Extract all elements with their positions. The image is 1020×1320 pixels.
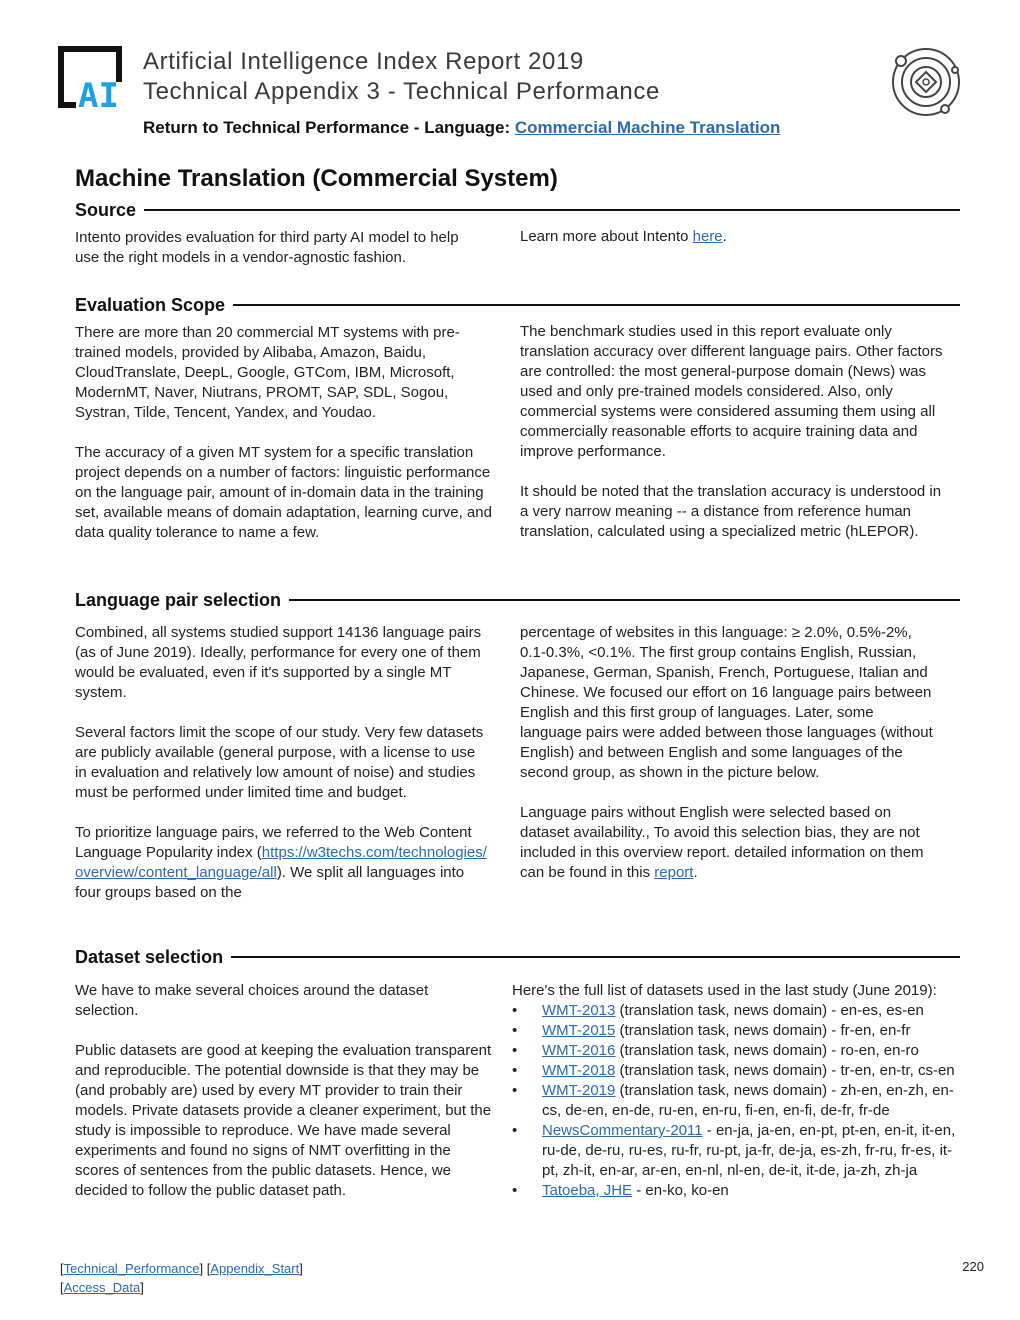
bullet: • xyxy=(512,1182,518,1199)
appendix-start-link[interactable]: Appendix_Start xyxy=(210,1261,300,1276)
source-right xyxy=(520,227,950,247)
dataset-label: Dataset selection xyxy=(75,946,224,967)
dataset-desc: (translation task, news domain) - ro-en, en-ro xyxy=(615,1042,919,1059)
dataset-link-tatoeba-jhe[interactable]: Tatoeba, JHE xyxy=(542,1182,633,1199)
source-heading xyxy=(75,198,960,222)
emblem-icon xyxy=(888,44,962,118)
section-rule xyxy=(144,209,960,211)
bullet: • xyxy=(512,1122,518,1139)
dataset-desc: - en-ko, ko-en xyxy=(632,1182,729,1199)
list-item xyxy=(512,1121,957,1181)
ai-index-logo xyxy=(58,46,130,110)
report-prefix: Language pairs without English were selected based on dataset availability., To avoid this selection bias, they are not included in this overview report. detailed information on them can be found in this xyxy=(520,804,924,881)
return-line xyxy=(143,118,780,138)
technical-performance-link[interactable]: Technical_Performance xyxy=(63,1261,200,1276)
list-item xyxy=(512,1181,957,1201)
pairs-without-english-paragraph xyxy=(520,803,938,883)
language-pair-label: Language pair selection xyxy=(75,589,282,610)
dataset-left xyxy=(75,981,493,1201)
report-title: Artificial Intelligence Index Report 2019 xyxy=(143,48,584,75)
list-item xyxy=(512,1021,957,1041)
prioritize-paragraph xyxy=(75,823,490,903)
intento-line xyxy=(520,227,950,247)
page-title: Machine Translation (Commercial System) xyxy=(75,165,558,192)
accuracy-note-paragraph: It should be noted that the translation accuracy is understood in a very narrow meaning -- a distance from reference human translation, calculated using a specialized metric (hLEPOR). xyxy=(520,483,942,540)
prioritize-suffix: ). We split all languages into four groups based on the xyxy=(75,864,465,901)
accuracy-factors-paragraph: The accuracy of a given MT system for a specific translation project depends on a number of factors: linguistic performance on the language pair, amount of in-domain data in the training set, available means of domain adaptation, learning curve, and data quality tolerance to name a few. xyxy=(75,444,492,541)
dataset-desc: - en-ja, ja-en, en-pt, pt-en, en-it, it-en, ru-de, de-ru, ru-es, ru-fr, ru-pt, ja-fr, de-ja, es-zh, fr-ru, fr-es, it-pt, zh-it, en-ar, ar-en, en-nl, nl-en, de-it, it-de, ja-zh, zh-ja xyxy=(542,1122,956,1179)
limiting-factors-paragraph: Several factors limit the scope of our study. Very few datasets are publicly available (general purpose, with a license to use in evaluation and relatively low amount of noise) and studies must be performed under limited time and budget. xyxy=(75,724,484,801)
w3techs-link[interactable]: https://w3techs.com/technologies/overview/content_language/all xyxy=(75,844,487,881)
dataset-link-wmt-2018[interactable]: WMT-2018 xyxy=(542,1062,616,1079)
dataset-desc: (translation task, news domain) - zh-en, en-zh, en-cs, de-en, en-de, ru-en, en-ru, fi-en, en-fi, de-fr, fr-de xyxy=(542,1082,954,1119)
dataset-list-intro: Here's the full list of datasets used in the last study (June 2019): xyxy=(512,982,937,999)
language-pair-right xyxy=(520,623,938,883)
appendix-title: Technical Appendix 3 - Technical Performance xyxy=(143,78,660,105)
evaluation-scope-label: Evaluation Scope xyxy=(75,294,226,315)
logo-text: AI xyxy=(78,76,119,110)
dataset-choices-paragraph: We have to make several choices around the dataset selection. xyxy=(75,982,429,1019)
dataset-desc: (translation task, news domain) - en-es, es-en xyxy=(615,1002,924,1019)
footer-line-2: [Access_Data] xyxy=(60,1280,144,1295)
dataset-right xyxy=(512,981,957,1201)
list-item xyxy=(512,1001,957,1021)
dataset-desc: (translation task, news domain) - fr-en, en-fr xyxy=(615,1022,911,1039)
bullet: • xyxy=(512,1062,518,1079)
section-rule xyxy=(231,956,960,958)
public-datasets-paragraph: Public datasets are good at keeping the evaluation transparent and reproducible. The potential downside is that they may be (and probably are) used by every MT provider to train their models. Private datasets provide a cleaner experiment, but the study is impossible to reproduce. We have made several experiments and found no signs of NMT overfitting in the scores of sentences from the public datasets. Hence, we decided to follow the public dataset path. xyxy=(75,1042,492,1199)
evaluation-scope-heading xyxy=(75,293,960,317)
bullet: • xyxy=(512,1042,518,1059)
prioritize-prefix: To prioritize language pairs, we referred to the Web Content Language Popularity index ( xyxy=(75,824,472,861)
section-rule xyxy=(233,304,960,306)
footer-nav xyxy=(60,1259,303,1297)
dataset-link-newscommentary-2011[interactable]: NewsCommentary-2011 xyxy=(542,1122,703,1139)
language-groups-paragraph: percentage of websites in this language: ≥ 2.0%, 0.5%-2%, 0.1-0.3%, <0.1%. The first group contains English, Russian, Japanese, German, Spanish, French, Portuguese, Italian and Chinese. We focused our effort on 16 language pairs between English and this first group of languages. Later, some language pairs were added between those languages (without English) and between English and some languages of the second group, as shown in the picture below. xyxy=(520,624,933,781)
dataset-desc: (translation task, news domain) - tr-en, en-tr, cs-en xyxy=(615,1062,955,1079)
bullet: • xyxy=(512,1022,518,1039)
bullet: • xyxy=(512,1002,518,1019)
source-left xyxy=(75,228,485,268)
dataset-link-wmt-2016[interactable]: WMT-2016 xyxy=(542,1042,616,1059)
footer-line-1: [Technical_Performance] [Appendix_Start] xyxy=(60,1261,303,1276)
language-pair-heading xyxy=(75,588,960,612)
return-prefix: Return to Technical Performance - Language: xyxy=(143,118,511,137)
language-pair-left xyxy=(75,623,490,903)
page-number: 220 xyxy=(962,1259,984,1274)
dataset-link-wmt-2019[interactable]: WMT-2019 xyxy=(542,1082,616,1099)
bullet: • xyxy=(512,1082,518,1099)
evaluation-scope-left xyxy=(75,323,493,543)
intento-suffix: . xyxy=(722,228,727,245)
commercial-mt-link[interactable]: Commercial Machine Translation xyxy=(514,118,781,137)
report-link[interactable]: report xyxy=(654,864,694,881)
section-rule xyxy=(289,599,960,601)
list-item xyxy=(512,1041,957,1061)
dataset-heading xyxy=(75,945,960,969)
source-text: Intento provides evaluation for third party AI model to help use the right models in a vendor-agnostic fashion. xyxy=(75,229,459,266)
list-item xyxy=(512,1061,957,1081)
dataset-link-wmt-2015[interactable]: WMT-2015 xyxy=(542,1022,616,1039)
dataset-list xyxy=(512,1001,957,1201)
access-data-link[interactable]: Access_Data xyxy=(63,1280,141,1295)
dataset-link-wmt-2013[interactable]: WMT-2013 xyxy=(542,1002,616,1019)
evaluation-scope-right xyxy=(520,322,945,542)
supported-pairs-paragraph: Combined, all systems studied support 14136 language pairs (as of June 2019). Ideally, performance for every one of them would be evaluated, even if it's supported by a single MT system. xyxy=(75,624,482,701)
mt-systems-paragraph: There are more than 20 commercial MT systems with pre-trained models, provided by Alibaba, Amazon, Baidu, CloudTranslate, DeepL, Google, GTCom, IBM, Microsoft, ModernMT, Naver, Niutrans, PROMT, SAP, SDL, Sogou, Systran, Tilde, Tencent, Yandex, and Youdao. xyxy=(75,324,460,421)
intento-prefix: Learn more about Intento xyxy=(520,228,693,245)
intento-here-link[interactable]: here xyxy=(692,228,723,245)
benchmark-paragraph: The benchmark studies used in this report evaluate only translation accuracy over different language pairs. Other factors are controlled: the most general-purpose domain (News) was used and only pre-trained models considered. Also, only commercial systems were considered assuming them using all commercially reasonable efforts to acquire training data and improve performance. xyxy=(520,323,943,460)
list-item xyxy=(512,1081,957,1121)
source-heading-label: Source xyxy=(75,199,137,220)
report-suffix: . xyxy=(693,864,698,881)
